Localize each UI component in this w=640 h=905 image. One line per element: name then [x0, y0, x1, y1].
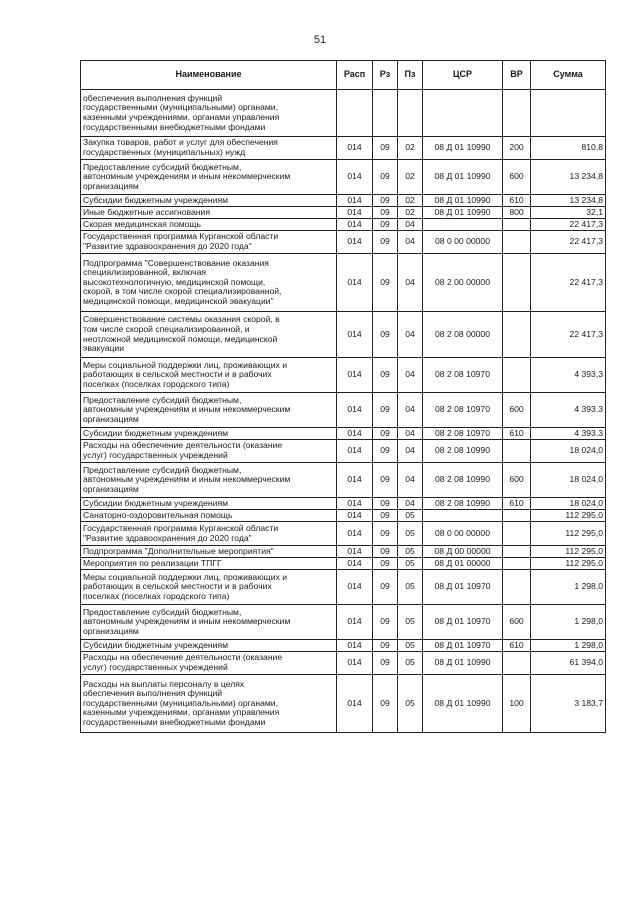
cell-pz: 05	[398, 570, 423, 605]
cell-name: Расходы на выплаты персоналу в целях обеспечения выполнения функций государственными (муниципальными) органами, казенными учреждениями, органами управления государственными внебюджетными фондами	[81, 675, 337, 733]
table-row	[81, 254, 606, 312]
cell-csr: 08 2 08 10990	[423, 498, 503, 510]
cell-name: Предоставление субсидий бюджетным, автономным учреждениям и иным некоммерческим организациям	[81, 393, 337, 428]
cell-rasp: 014	[337, 546, 373, 558]
cell-csr: 08 Д 01 10990	[423, 675, 503, 733]
cell-name: Расходы на обеспечение деятельности (оказание услуг) государственных учреждений	[81, 652, 337, 675]
cell-pz: 04	[398, 231, 423, 254]
cell-csr: 08 2 00 00000	[423, 254, 503, 312]
cell-rasp: 014	[337, 428, 373, 440]
cell-pz: 02	[398, 207, 423, 219]
cell-rz: 09	[373, 640, 398, 652]
cell-name: Государственная программа Курганской области "Развитие здравоохранения до 2020 года"	[81, 231, 337, 254]
cell-name: Мероприятия по реализации ТПГГ	[81, 558, 337, 570]
cell-pz: 05	[398, 605, 423, 640]
cell-vr: 100	[503, 675, 531, 733]
cell-sum: 18 024,0	[531, 498, 606, 510]
cell-csr: 08 Д 01 10970	[423, 605, 503, 640]
cell-name: Совершенствование системы оказания скорой, в том числе скорой специализированной, и неотложной медицинской помощи, медицинской эвакуации	[81, 312, 337, 358]
cell-rz: 09	[373, 463, 398, 498]
cell-csr: 08 2 08 10970	[423, 428, 503, 440]
cell-rz: 09	[373, 546, 398, 558]
cell-rasp: 014	[337, 393, 373, 428]
cell-vr	[503, 312, 531, 358]
cell-vr	[503, 546, 531, 558]
cell-rasp: 014	[337, 463, 373, 498]
table-row	[81, 195, 606, 207]
table-row	[81, 652, 606, 675]
cell-rz: 09	[373, 219, 398, 231]
cell-rasp: 014	[337, 605, 373, 640]
cell-sum: 1 298,0	[531, 570, 606, 605]
cell-rasp: 014	[337, 231, 373, 254]
cell-rz: 09	[373, 652, 398, 675]
cell-rz: 09	[373, 605, 398, 640]
cell-sum: 112 295,0	[531, 510, 606, 522]
cell-name: Государственная программа Курганской области "Развитие здравоохранения до 2020 года"	[81, 522, 337, 546]
cell-name: Субсидии бюджетным учреждениям	[81, 428, 337, 440]
cell-sum: 18 024,0	[531, 463, 606, 498]
cell-pz: 04	[398, 358, 423, 393]
cell-vr: 610	[503, 195, 531, 207]
cell-csr: 08 Д 01 10970	[423, 640, 503, 652]
cell-vr: 600	[503, 160, 531, 195]
cell-name: Закупка товаров, работ и услуг для обеспечения государственных (муниципальных) нужд	[81, 137, 337, 160]
cell-sum: 22 417,3	[531, 231, 606, 254]
cell-rz: 09	[373, 510, 398, 522]
budget-table	[80, 60, 606, 733]
cell-vr	[503, 219, 531, 231]
table-row	[81, 498, 606, 510]
cell-rasp: 014	[337, 558, 373, 570]
cell-pz: 04	[398, 312, 423, 358]
cell-csr: 08 Д 01 00000	[423, 558, 503, 570]
cell-sum: 3 183,7	[531, 675, 606, 733]
cell-vr	[503, 510, 531, 522]
cell-rasp: 014	[337, 522, 373, 546]
cell-pz: 02	[398, 137, 423, 160]
cell-rz: 09	[373, 195, 398, 207]
cell-sum: 810,8	[531, 137, 606, 160]
cell-rz: 09	[373, 137, 398, 160]
cell-name: Расходы на обеспечение деятельности (оказание услуг) государственных учреждений	[81, 440, 337, 463]
cell-sum: 112 295,0	[531, 546, 606, 558]
cell-sum: 4 393,3	[531, 393, 606, 428]
table-row	[81, 640, 606, 652]
cell-pz: 05	[398, 522, 423, 546]
cell-csr: 08 Д 00 00000	[423, 546, 503, 558]
cell-rz: 09	[373, 393, 398, 428]
cell-rz: 09	[373, 428, 398, 440]
cell-name: Предоставление субсидий бюджетным, автономным учреждениям и иным некоммерческим организациям	[81, 160, 337, 195]
cell-rasp: 014	[337, 219, 373, 231]
cell-rz: 09	[373, 522, 398, 546]
cell-rz: 09	[373, 558, 398, 570]
table-body	[81, 90, 606, 733]
cell-pz: 04	[398, 428, 423, 440]
cell-rz: 09	[373, 498, 398, 510]
cell-csr: 08 2 08 10990	[423, 440, 503, 463]
table-row	[81, 558, 606, 570]
table-row	[81, 463, 606, 498]
cell-vr	[503, 231, 531, 254]
cell-vr	[503, 440, 531, 463]
table-row	[81, 207, 606, 219]
cell-rz: 09	[373, 312, 398, 358]
cell-sum: 13 234,8	[531, 195, 606, 207]
cell-sum: 4 393,3	[531, 428, 606, 440]
cell-vr	[503, 358, 531, 393]
cell-pz: 02	[398, 195, 423, 207]
cell-name: обеспечения выполнения функций государственными (муниципальными) органами, казенными учреждениями, органами управления государственными внебюджетными фондами	[81, 90, 337, 137]
table-row	[81, 510, 606, 522]
cell-rasp: 014	[337, 498, 373, 510]
cell-name: Меры социальной поддержки лиц, проживающих и работающих в сельской местности и в рабочих поселках (поселках городского типа)	[81, 358, 337, 393]
cell-sum: 112 295,0	[531, 522, 606, 546]
cell-name: Санаторно-оздоровительная помощь	[81, 510, 337, 522]
cell-csr: 08 2 08 10970	[423, 358, 503, 393]
cell-pz: 05	[398, 640, 423, 652]
cell-rasp: 014	[337, 312, 373, 358]
cell-sum: 1 298,0	[531, 605, 606, 640]
cell-rz: 09	[373, 570, 398, 605]
cell-rasp: 014	[337, 652, 373, 675]
cell-pz: 05	[398, 546, 423, 558]
cell-name: Иные бюджетные ассигнования	[81, 207, 337, 219]
table-row	[81, 675, 606, 733]
cell-csr: 08 Д 01 10990	[423, 652, 503, 675]
cell-vr: 610	[503, 428, 531, 440]
cell-sum: 32,1	[531, 207, 606, 219]
cell-vr: 600	[503, 463, 531, 498]
table-row	[81, 440, 606, 463]
column-header-sum: Сумма	[531, 61, 606, 90]
cell-name: Скорая медицинская помощь	[81, 219, 337, 231]
table-row	[81, 219, 606, 231]
cell-csr: 08 0 00 00000	[423, 522, 503, 546]
cell-sum: 1 298,0	[531, 640, 606, 652]
cell-pz: 04	[398, 463, 423, 498]
cell-rasp	[337, 90, 373, 137]
cell-pz: 04	[398, 440, 423, 463]
cell-rasp: 014	[337, 675, 373, 733]
cell-pz: 04	[398, 219, 423, 231]
cell-csr	[423, 90, 503, 137]
column-header-name: Наименование	[81, 61, 337, 90]
table-row	[81, 570, 606, 605]
cell-sum	[531, 90, 606, 137]
cell-rz: 09	[373, 358, 398, 393]
cell-name: Меры социальной поддержки лиц, проживающих и работающих в сельской местности и в рабочих поселках (поселках городского типа)	[81, 570, 337, 605]
cell-vr	[503, 90, 531, 137]
cell-csr: 08 Д 01 10970	[423, 570, 503, 605]
cell-csr: 08 Д 01 10990	[423, 160, 503, 195]
cell-rz: 09	[373, 207, 398, 219]
column-header-rasp: Расп	[337, 61, 373, 90]
cell-csr: 08 0 00 00000	[423, 231, 503, 254]
cell-vr: 610	[503, 498, 531, 510]
table-row	[81, 231, 606, 254]
cell-rasp: 014	[337, 510, 373, 522]
cell-rasp: 014	[337, 358, 373, 393]
table-row	[81, 428, 606, 440]
cell-pz: 04	[398, 498, 423, 510]
cell-pz: 05	[398, 652, 423, 675]
cell-sum: 112 295,0	[531, 558, 606, 570]
page-number: 51	[313, 34, 327, 46]
cell-csr: 08 Д 01 10990	[423, 195, 503, 207]
table-row	[81, 522, 606, 546]
cell-vr: 200	[503, 137, 531, 160]
cell-vr: 600	[503, 605, 531, 640]
cell-name: Субсидии бюджетным учреждениям	[81, 195, 337, 207]
cell-pz: 04	[398, 393, 423, 428]
cell-sum: 22 417,3	[531, 254, 606, 312]
cell-rasp: 014	[337, 137, 373, 160]
cell-csr: 08 2 08 10970	[423, 393, 503, 428]
cell-csr: 08 2 08 10990	[423, 463, 503, 498]
cell-csr: 08 2 08 00000	[423, 312, 503, 358]
cell-vr	[503, 558, 531, 570]
cell-pz: 04	[398, 254, 423, 312]
cell-pz: 02	[398, 160, 423, 195]
cell-name: Предоставление субсидий бюджетным, автономным учреждениям и иным некоммерческим организациям	[81, 463, 337, 498]
cell-name: Субсидии бюджетным учреждениям	[81, 498, 337, 510]
cell-csr	[423, 219, 503, 231]
column-header-vr: ВР	[503, 61, 531, 90]
column-header-rz: Рз	[373, 61, 398, 90]
cell-pz: 05	[398, 675, 423, 733]
cell-name: Подпрограмма "Дополнительные мероприятия"	[81, 546, 337, 558]
table-row	[81, 312, 606, 358]
cell-sum: 22 417,3	[531, 219, 606, 231]
cell-vr: 600	[503, 393, 531, 428]
column-header-csr: ЦСР	[423, 61, 503, 90]
cell-rasp: 014	[337, 195, 373, 207]
cell-vr	[503, 254, 531, 312]
cell-sum: 13 234,8	[531, 160, 606, 195]
cell-vr: 610	[503, 640, 531, 652]
table-row	[81, 546, 606, 558]
column-header-pz: Пз	[398, 61, 423, 90]
cell-rz: 09	[373, 440, 398, 463]
cell-rasp: 014	[337, 160, 373, 195]
cell-csr	[423, 510, 503, 522]
cell-pz: 05	[398, 558, 423, 570]
table-row	[81, 160, 606, 195]
cell-sum: 18 024,0	[531, 440, 606, 463]
cell-sum: 4 393,3	[531, 358, 606, 393]
table-row	[81, 605, 606, 640]
cell-rz: 09	[373, 231, 398, 254]
table-row	[81, 393, 606, 428]
cell-rasp: 014	[337, 254, 373, 312]
cell-sum: 61 394,0	[531, 652, 606, 675]
cell-rz: 09	[373, 160, 398, 195]
table-header-row	[81, 61, 606, 90]
cell-rasp: 014	[337, 640, 373, 652]
cell-rz: 09	[373, 675, 398, 733]
cell-rasp: 014	[337, 570, 373, 605]
cell-vr	[503, 522, 531, 546]
cell-vr: 800	[503, 207, 531, 219]
cell-name: Предоставление субсидий бюджетным, автономным учреждениям и иным некоммерческим организациям	[81, 605, 337, 640]
cell-pz: 05	[398, 510, 423, 522]
table-row	[81, 90, 606, 137]
cell-pz	[398, 90, 423, 137]
cell-vr	[503, 570, 531, 605]
cell-rasp: 014	[337, 440, 373, 463]
cell-rasp: 014	[337, 207, 373, 219]
cell-name: Подпрограмма "Совершенствование оказания специализированной, включая высокотехнологичную, медицинской помощи, скорой, в том числе скорой специализированной, медицинской помощи, медицинской эвакуации"	[81, 254, 337, 312]
table-row	[81, 358, 606, 393]
cell-rz: 09	[373, 254, 398, 312]
cell-sum: 22 417,3	[531, 312, 606, 358]
cell-name: Субсидии бюджетным учреждениям	[81, 640, 337, 652]
cell-vr	[503, 652, 531, 675]
cell-csr: 08 Д 01 10990	[423, 207, 503, 219]
cell-rz	[373, 90, 398, 137]
table-row	[81, 137, 606, 160]
cell-csr: 08 Д 01 10990	[423, 137, 503, 160]
